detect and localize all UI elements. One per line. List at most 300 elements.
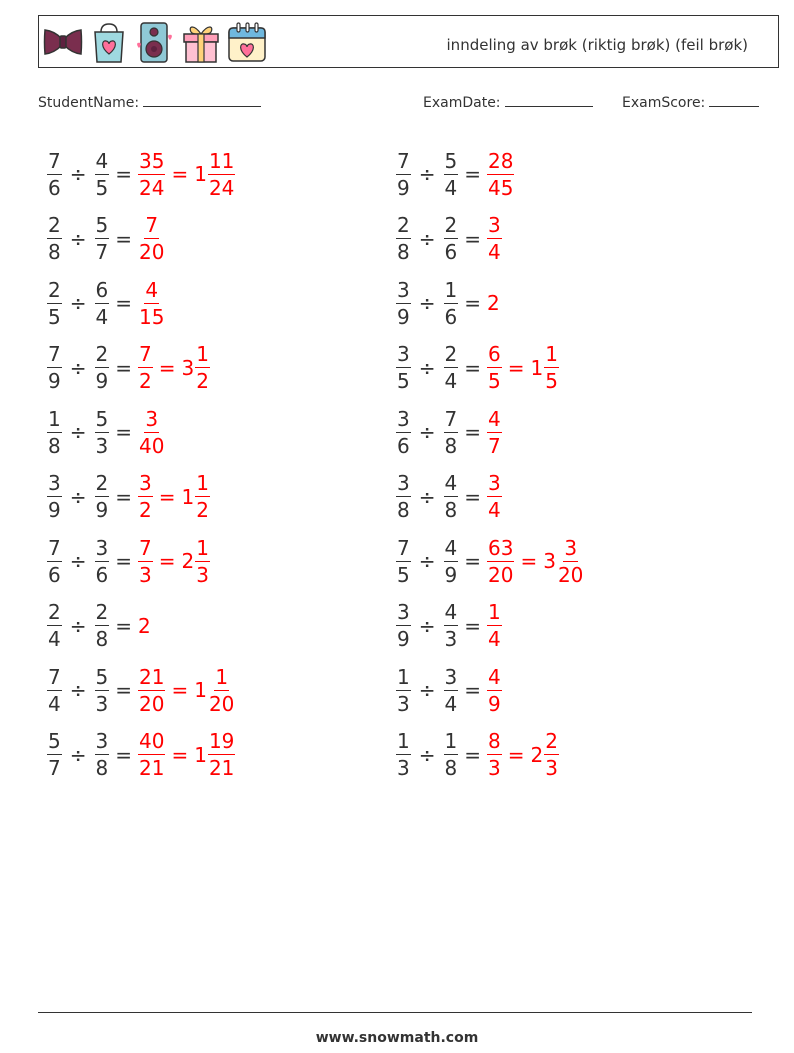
dividend-fraction-numerator: 1 <box>48 406 61 431</box>
answer-fraction-numerator: 8 <box>488 729 501 753</box>
problem-row <box>47 660 235 720</box>
dividend-fraction-numerator: 2 <box>397 213 410 237</box>
divide-sign: ÷ <box>69 742 87 767</box>
answer-fraction-denominator: 4 <box>488 627 501 651</box>
dividend-fraction <box>396 406 411 458</box>
problem-row <box>47 402 165 462</box>
divide-sign: ÷ <box>69 226 87 251</box>
dividend-fraction-denominator: 6 <box>397 433 410 458</box>
divide-sign: ÷ <box>418 291 436 315</box>
dividend-fraction-denominator: 5 <box>48 304 61 329</box>
dividend-fraction-numerator: 3 <box>397 471 410 495</box>
answer-fraction-denominator: 21 <box>139 756 165 780</box>
dividend-fraction <box>47 602 62 649</box>
mixed-fraction-part <box>544 731 559 778</box>
problem-row <box>396 273 500 333</box>
answer-fraction-denominator: 20 <box>139 691 165 716</box>
footer-divider <box>38 1012 752 1013</box>
divisor-fraction-denominator: 9 <box>95 498 109 522</box>
divide-sign: ÷ <box>418 226 436 251</box>
problem-row <box>47 144 235 204</box>
answer-fraction <box>487 602 502 649</box>
divide-sign: ÷ <box>69 291 87 315</box>
divisor-fraction-numerator: 1 <box>444 729 458 753</box>
divisor-fraction <box>95 406 110 458</box>
answer-fraction-numerator: 4 <box>488 406 501 431</box>
student-name-label: StudentName: <box>38 95 140 111</box>
mixed-whole-part: 3 <box>543 549 556 573</box>
dividend-fraction <box>396 602 411 649</box>
answer-fraction-numerator: 7 <box>139 342 152 366</box>
dividend-fraction-denominator: 9 <box>48 498 61 522</box>
answer-fraction <box>138 215 165 262</box>
dividend-fraction <box>47 148 62 200</box>
answer-fraction-numerator: 4 <box>145 277 159 302</box>
equals-sign: = <box>115 678 132 702</box>
equals-sign: = <box>464 420 481 444</box>
mixed-equals-sign: = <box>158 549 176 573</box>
problem-row <box>396 725 559 785</box>
divisor-fraction-numerator: 6 <box>95 277 109 302</box>
divisor-fraction-denominator: 6 <box>95 562 109 587</box>
divisor-fraction <box>444 277 459 329</box>
answer-fraction <box>487 215 502 262</box>
divisor-fraction <box>95 731 110 778</box>
worksheet-header <box>38 15 779 68</box>
problem-row <box>396 338 559 398</box>
answer-whole-number: 2 <box>138 613 151 638</box>
answer-fraction <box>138 664 165 716</box>
equals-sign: = <box>115 162 132 186</box>
gift-bag-icon <box>88 20 130 64</box>
answer-fraction-numerator: 7 <box>145 213 159 237</box>
dividend-fraction-denominator: 9 <box>397 175 410 200</box>
mixed-equals-sign: = <box>171 678 189 702</box>
mixed-equals-sign: = <box>171 742 189 767</box>
divisor-fraction <box>95 344 110 391</box>
mixed-fraction-part-denominator: 3 <box>545 756 558 780</box>
dividend-fraction-denominator: 9 <box>397 304 410 329</box>
problem-row <box>47 209 165 269</box>
divisor-fraction <box>95 664 110 716</box>
dividend-fraction-denominator: 8 <box>48 433 61 458</box>
answer-fraction-numerator: 28 <box>488 148 514 173</box>
problem-row <box>396 144 514 204</box>
mixed-number-answer <box>182 344 210 391</box>
answer-fraction-numerator: 1 <box>488 600 501 624</box>
divide-sign: ÷ <box>418 678 436 702</box>
mixed-fraction-part-numerator: 1 <box>196 342 209 366</box>
dividend-fraction-numerator: 3 <box>397 342 410 366</box>
equals-sign: = <box>464 549 481 573</box>
mixed-fraction-part-denominator: 2 <box>196 498 209 522</box>
divisor-fraction-denominator: 8 <box>95 627 109 651</box>
mixed-fraction-part-denominator: 2 <box>196 369 209 393</box>
mixed-fraction-part-denominator: 3 <box>196 562 209 587</box>
mixed-number-answer <box>194 664 235 716</box>
divide-sign: ÷ <box>418 355 436 380</box>
exam-score-field[interactable] <box>622 93 759 111</box>
answer-whole-number: 2 <box>487 291 500 315</box>
dividend-fraction-numerator: 1 <box>397 664 410 689</box>
mixed-fraction-part-numerator: 1 <box>545 342 558 366</box>
answer-fraction <box>487 406 502 458</box>
mixed-equals-sign: = <box>158 355 176 380</box>
mixed-fraction-part <box>195 344 210 391</box>
answer-fraction-denominator: 7 <box>488 433 501 458</box>
answer-fraction-numerator: 3 <box>488 471 501 495</box>
answer-fraction-numerator: 3 <box>139 471 152 495</box>
student-name-blank[interactable] <box>143 93 261 107</box>
answer-fraction-numerator: 4 <box>488 664 501 689</box>
dividend-fraction-numerator: 7 <box>397 148 410 173</box>
dividend-fraction-denominator: 5 <box>397 369 410 393</box>
dividend-fraction-numerator: 3 <box>397 600 410 624</box>
mixed-fraction-part-numerator: 1 <box>196 535 209 560</box>
dividend-fraction-denominator: 8 <box>397 240 410 264</box>
answer-fraction-denominator: 2 <box>139 369 152 393</box>
dividend-fraction-numerator: 3 <box>397 406 410 431</box>
divisor-fraction-denominator: 7 <box>95 240 109 264</box>
answer-fraction-denominator: 3 <box>488 756 501 780</box>
answer-fraction-denominator: 3 <box>139 562 152 587</box>
mixed-fraction-part <box>208 664 235 716</box>
divisor-fraction <box>444 664 459 716</box>
divisor-fraction-denominator: 9 <box>95 369 109 393</box>
dividend-fraction <box>396 473 411 520</box>
dividend-fraction-numerator: 2 <box>48 213 61 237</box>
mixed-number-answer <box>531 344 559 391</box>
answer-fraction <box>138 148 165 200</box>
gift-box-icon <box>180 20 222 64</box>
mixed-fraction-part <box>544 344 559 391</box>
answer-fraction <box>138 473 153 520</box>
dividend-fraction <box>47 277 62 329</box>
dividend-fraction <box>396 535 411 587</box>
divisor-fraction-denominator: 3 <box>95 433 109 458</box>
mixed-fraction-part-numerator: 1 <box>215 664 229 689</box>
equals-sign: = <box>115 742 132 767</box>
dividend-fraction-numerator: 7 <box>397 535 410 560</box>
equals-sign: = <box>115 613 132 638</box>
divide-sign: ÷ <box>418 613 436 638</box>
dividend-fraction-numerator: 7 <box>48 535 61 560</box>
answer-fraction-numerator: 7 <box>139 535 152 560</box>
divide-sign: ÷ <box>69 678 87 702</box>
footer-url: www.snowmath.com <box>315 1030 479 1046</box>
header-icons <box>42 20 268 64</box>
answer-fraction-denominator: 20 <box>488 562 514 587</box>
divisor-fraction <box>444 406 459 458</box>
dividend-fraction-numerator: 1 <box>397 729 410 753</box>
divisor-fraction-numerator: 1 <box>444 277 458 302</box>
divisor-fraction <box>444 731 459 778</box>
equals-sign: = <box>464 613 481 638</box>
answer-fraction-numerator: 6 <box>488 342 501 366</box>
problem-row <box>47 531 210 591</box>
mixed-whole-part: 1 <box>181 484 195 509</box>
dividend-fraction-numerator: 3 <box>397 277 410 302</box>
divisor-fraction-numerator: 2 <box>95 471 109 495</box>
mixed-fraction-part <box>195 535 210 587</box>
dividend-fraction-denominator: 6 <box>48 175 61 200</box>
dividend-fraction-denominator: 3 <box>397 756 410 780</box>
divide-sign: ÷ <box>69 613 87 638</box>
answer-fraction-numerator: 40 <box>139 729 165 753</box>
divisor-fraction-denominator: 6 <box>444 304 458 329</box>
exam-date-label: ExamDate: <box>423 95 501 111</box>
mixed-number-answer <box>194 731 235 778</box>
dividend-fraction-denominator: 3 <box>397 691 410 716</box>
divisor-fraction-numerator: 4 <box>444 535 458 560</box>
divide-sign: ÷ <box>418 549 436 573</box>
dividend-fraction-numerator: 3 <box>48 471 61 495</box>
mixed-whole-part: 3 <box>181 355 195 380</box>
divisor-fraction-denominator: 9 <box>444 562 458 587</box>
divisor-fraction-denominator: 8 <box>444 756 458 780</box>
mixed-number-answer <box>182 473 210 520</box>
exam-score-blank[interactable] <box>709 93 759 107</box>
answer-fraction-denominator: 5 <box>488 369 501 393</box>
divisor-fraction-numerator: 4 <box>444 471 458 495</box>
dividend-fraction-numerator: 7 <box>48 148 61 173</box>
divisor-fraction-numerator: 2 <box>95 600 109 624</box>
dividend-fraction <box>396 731 411 778</box>
answer-fraction-numerator: 63 <box>488 535 514 560</box>
problem-row <box>47 273 165 333</box>
divisor-fraction-denominator: 3 <box>444 627 458 651</box>
mixed-fraction-part-denominator: 24 <box>208 175 235 200</box>
divisor-fraction-denominator: 4 <box>444 175 458 200</box>
answer-fraction-numerator: 35 <box>139 148 165 173</box>
exam-score-label: ExamScore: <box>622 95 706 111</box>
answer-fraction-denominator: 20 <box>139 240 165 264</box>
equals-sign: = <box>115 484 132 509</box>
equals-sign: = <box>464 355 481 380</box>
equals-sign: = <box>115 549 132 573</box>
answer-fraction-numerator: 3 <box>145 406 159 431</box>
mixed-whole-part: 1 <box>194 678 207 702</box>
dividend-fraction-numerator: 7 <box>48 664 61 689</box>
answer-fraction-numerator: 21 <box>139 664 165 689</box>
dividend-fraction-denominator: 8 <box>48 240 61 264</box>
mixed-whole-part: 1 <box>194 742 207 767</box>
answer-fraction <box>138 277 165 329</box>
answer-fraction-denominator: 24 <box>139 175 165 200</box>
exam-date-field[interactable] <box>423 93 593 111</box>
dividend-fraction-numerator: 2 <box>48 600 61 624</box>
mixed-fraction-part <box>208 148 235 200</box>
divisor-fraction-numerator: 5 <box>444 148 458 173</box>
equals-sign: = <box>115 291 132 315</box>
equals-sign: = <box>464 484 481 509</box>
dividend-fraction <box>396 215 411 262</box>
divide-sign: ÷ <box>69 420 87 444</box>
dividend-fraction <box>47 535 62 587</box>
divisor-fraction-numerator: 2 <box>444 342 458 366</box>
divisor-fraction-denominator: 4 <box>95 304 109 329</box>
dividend-fraction-denominator: 9 <box>48 369 61 393</box>
divisor-fraction-numerator: 5 <box>95 664 109 689</box>
dividend-fraction <box>47 731 62 778</box>
divisor-fraction <box>444 473 459 520</box>
problem-row <box>47 338 210 398</box>
mixed-number-answer <box>543 535 584 587</box>
problem-row <box>47 725 235 785</box>
divisor-fraction <box>95 215 110 262</box>
dividend-fraction-denominator: 4 <box>48 627 61 651</box>
mixed-fraction-part-numerator: 3 <box>564 535 578 560</box>
problem-row <box>396 596 502 656</box>
speaker-icon <box>134 20 176 64</box>
dividend-fraction-numerator: 5 <box>48 729 61 753</box>
mixed-fraction-part <box>557 535 584 587</box>
dividend-fraction-denominator: 4 <box>48 691 61 716</box>
answer-fraction-denominator: 9 <box>488 691 501 716</box>
dividend-fraction <box>47 344 62 391</box>
equals-sign: = <box>464 291 481 315</box>
problem-row <box>47 596 151 656</box>
answer-fraction <box>487 344 502 391</box>
mixed-fraction-part-numerator: 1 <box>196 471 209 495</box>
dividend-fraction-denominator: 7 <box>48 756 61 780</box>
divisor-fraction <box>444 344 459 391</box>
equals-sign: = <box>115 226 132 251</box>
problem-row <box>396 209 502 269</box>
mixed-fraction-part-denominator: 20 <box>557 562 584 587</box>
divisor-fraction-numerator: 4 <box>444 600 458 624</box>
problem-row <box>396 660 502 720</box>
answer-fraction <box>487 148 514 200</box>
divisor-fraction-denominator: 6 <box>444 240 458 264</box>
dividend-fraction <box>396 344 411 391</box>
divisor-fraction-numerator: 2 <box>95 342 109 366</box>
mixed-number-answer <box>531 731 559 778</box>
divisor-fraction-denominator: 8 <box>444 433 458 458</box>
divisor-fraction <box>95 602 110 649</box>
divide-sign: ÷ <box>418 162 436 186</box>
mixed-number-answer <box>194 148 235 200</box>
divisor-fraction <box>444 148 459 200</box>
divisor-fraction <box>95 277 110 329</box>
mixed-equals-sign: = <box>520 549 538 573</box>
mixed-equals-sign: = <box>158 484 176 509</box>
exam-date-blank[interactable] <box>505 93 593 107</box>
answer-fraction <box>487 664 502 716</box>
answer-fraction-denominator: 45 <box>488 175 514 200</box>
equals-sign: = <box>464 742 481 767</box>
worksheet-title: inndeling av brøk (riktig brøk) (feil brøk) <box>446 36 748 54</box>
mixed-fraction-part <box>195 473 210 520</box>
equals-sign: = <box>464 678 481 702</box>
answer-fraction-denominator: 4 <box>488 498 501 522</box>
divisor-fraction-numerator: 7 <box>444 406 458 431</box>
mixed-fraction-part <box>208 731 235 778</box>
divisor-fraction <box>95 473 110 520</box>
dividend-fraction-denominator: 5 <box>397 562 410 587</box>
divisor-fraction-denominator: 4 <box>444 369 458 393</box>
mixed-fraction-part-numerator: 11 <box>208 148 235 173</box>
dividend-fraction <box>47 473 62 520</box>
divide-sign: ÷ <box>69 162 87 186</box>
answer-fraction <box>138 535 153 587</box>
mixed-whole-part: 2 <box>181 549 195 573</box>
divisor-fraction-numerator: 2 <box>444 213 458 237</box>
divide-sign: ÷ <box>69 549 87 573</box>
divide-sign: ÷ <box>418 742 436 767</box>
divisor-fraction-denominator: 4 <box>444 691 458 716</box>
dividend-fraction-numerator: 7 <box>48 342 61 366</box>
answer-fraction <box>487 473 502 520</box>
divisor-fraction-denominator: 3 <box>95 691 109 716</box>
answer-fraction-denominator: 15 <box>139 304 165 329</box>
divisor-fraction-numerator: 5 <box>95 213 109 237</box>
answer-fraction-denominator: 4 <box>488 240 501 264</box>
mixed-whole-part: 1 <box>194 162 207 186</box>
divisor-fraction-numerator: 5 <box>95 406 109 431</box>
divisor-fraction <box>95 535 110 587</box>
answer-fraction <box>138 344 153 391</box>
divisor-fraction-denominator: 8 <box>444 498 458 522</box>
mixed-equals-sign: = <box>507 355 525 380</box>
divide-sign: ÷ <box>418 484 436 509</box>
problem-row <box>396 467 502 527</box>
mixed-fraction-part-denominator: 20 <box>208 691 235 716</box>
bow-tie-icon <box>42 20 84 64</box>
mixed-fraction-part-denominator: 5 <box>545 369 558 393</box>
answer-fraction-denominator: 40 <box>139 433 165 458</box>
divide-sign: ÷ <box>69 484 87 509</box>
divide-sign: ÷ <box>69 355 87 380</box>
mixed-fraction-part-denominator: 21 <box>208 756 235 780</box>
equals-sign: = <box>115 420 132 444</box>
dividend-fraction <box>396 277 411 329</box>
mixed-fraction-part-numerator: 2 <box>545 729 558 753</box>
equals-sign: = <box>464 226 481 251</box>
dividend-fraction-denominator: 6 <box>48 562 61 587</box>
mixed-number-answer <box>181 535 210 587</box>
problem-row <box>396 402 502 462</box>
divisor-fraction-denominator: 5 <box>95 175 109 200</box>
divide-sign: ÷ <box>418 420 436 444</box>
equals-sign: = <box>115 355 132 380</box>
divisor-fraction-numerator: 4 <box>95 148 109 173</box>
dividend-fraction <box>47 664 62 716</box>
dividend-fraction <box>47 215 62 262</box>
dividend-fraction <box>47 406 62 458</box>
problem-row <box>396 531 584 591</box>
mixed-fraction-part-numerator: 19 <box>208 729 235 753</box>
divisor-fraction <box>95 148 110 200</box>
answer-fraction <box>487 731 502 778</box>
dividend-fraction-numerator: 2 <box>48 277 61 302</box>
divisor-fraction-numerator: 3 <box>444 664 458 689</box>
answer-fraction <box>138 731 165 778</box>
divisor-fraction <box>444 535 459 587</box>
dividend-fraction-denominator: 9 <box>397 627 410 651</box>
mixed-equals-sign: = <box>507 742 525 767</box>
divisor-fraction-numerator: 3 <box>95 535 109 560</box>
divisor-fraction <box>444 215 459 262</box>
answer-fraction <box>138 406 165 458</box>
dividend-fraction-denominator: 8 <box>397 498 410 522</box>
answer-fraction-denominator: 2 <box>139 498 152 522</box>
mixed-whole-part: 2 <box>530 742 544 767</box>
equals-sign: = <box>464 162 481 186</box>
divisor-fraction <box>444 602 459 649</box>
answer-fraction-numerator: 3 <box>488 213 501 237</box>
student-name-field[interactable] <box>38 93 261 111</box>
